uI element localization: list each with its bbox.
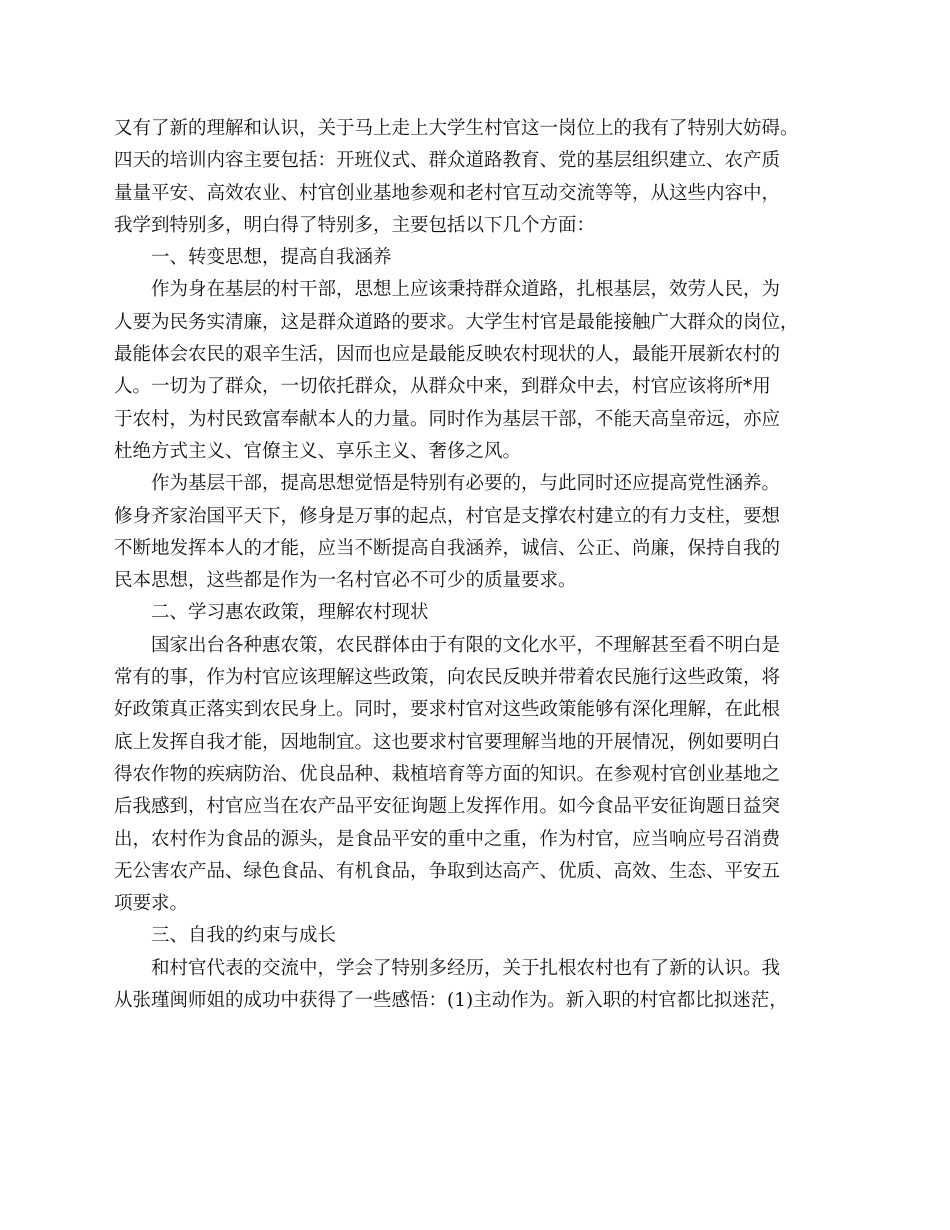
text-line: 人。一切为了群众，一切依托群众，从群众中来，到群众中去，村官应该将所*用 <box>114 376 771 398</box>
text-line: 得农作物的疾病防治、优良品种、栽植培育等方面的知识。在参观村官创业基地之 <box>114 763 781 785</box>
text-line: 和村官代表的交流中，学会了特别多经历，关于扎根农村也有了新的认识。我 <box>151 957 781 979</box>
text-line: 于农村，为村民致富奉献本人的力量。同时作为基层干部，不能天高皇帝远，亦应 <box>114 408 781 430</box>
text-line: 不断地发挥本人的才能，应当不断提高自我涵养，诚信、公正、尚廉，保持自我的 <box>114 537 781 559</box>
text-line: 四天的培训内容主要包括：开班仪式、群众道路教育、党的基层组织建立、农产质 <box>114 150 781 172</box>
text-line: 项要求。 <box>114 893 189 915</box>
text-line: 作为身在基层的村干部，思想上应该秉持群众道路，扎根基层，效劳人民，为 <box>151 279 781 301</box>
text-line: 民本思想，这些都是作为一名村官必不可少的质量要求。 <box>114 570 577 592</box>
text-line: 杜绝方式主义、官僚主义、享乐主义、奢侈之风。 <box>114 440 522 462</box>
text-line: 一、转变思想，提高自我涵养 <box>151 247 392 269</box>
text-line: 无公害农产品、绿色食品、有机食品，争取到达高产、优质、高效、生态、平安五 <box>114 860 781 882</box>
text-line: 好政策真正落实到农民身上。同时，要求村官对这些政策能够有深化理解，在此根 <box>114 699 781 721</box>
text-line: 人要为民务实清廉，这是群众道路的要求。大学生村官是最能接触广大群众的岗位， <box>114 311 799 333</box>
text-line: 我学到特别多，明白得了特别多，主要包括以下几个方面： <box>114 214 596 236</box>
text-line: 后我感到，村官应当在农产品平安征询题上发挥作用。如今食品平安征询题日益突 <box>114 796 781 818</box>
text-line: 修身齐家治国平天下，修身是万事的起点，村官是支撑农村建立的有力支柱，要想 <box>114 505 781 527</box>
text-line: 从张瑾闽师姐的成功中获得了一些感悟：(1)主动作为。新入职的村官都比拟迷茫， <box>114 990 788 1012</box>
text-line: 又有了新的理解和认识，关于马上走上大学生村官这一岗位上的我有了特别大妨碍。 <box>114 118 799 139</box>
text-line: 国家出台各种惠农策，农民群体由于有限的文化水平，不理解甚至看不明白是 <box>151 634 781 656</box>
text-line: 三、自我的约束与成长 <box>151 925 337 947</box>
text-line: 底上发挥自我才能，因地制宜。这也要求村官要理解当地的开展情况，例如要明白 <box>114 731 781 753</box>
text-line: 量量平安、高效农业、村官创业基地参观和老村官互动交流等等，从这些内容中， <box>114 182 781 204</box>
text-line: 常有的事，作为村官应该理解这些政策，向农民反映并带着农民施行这些政策，将 <box>114 667 781 689</box>
text-line: 作为基层干部，提高思想觉悟是特别有必要的，与此同时还应提高党性涵养。 <box>151 473 781 495</box>
text-line: 最能体会农民的艰辛生活，因而也应是最能反映农村现状的人，最能开展新农村的 <box>114 344 781 366</box>
text-line: 二、学习惠农政策，理解农村现状 <box>151 602 429 624</box>
text-line: 出，农村作为食品的源头，是食品平安的重中之重，作为村官，应当响应号召消费 <box>114 828 781 850</box>
document-body <box>114 113 834 1017</box>
